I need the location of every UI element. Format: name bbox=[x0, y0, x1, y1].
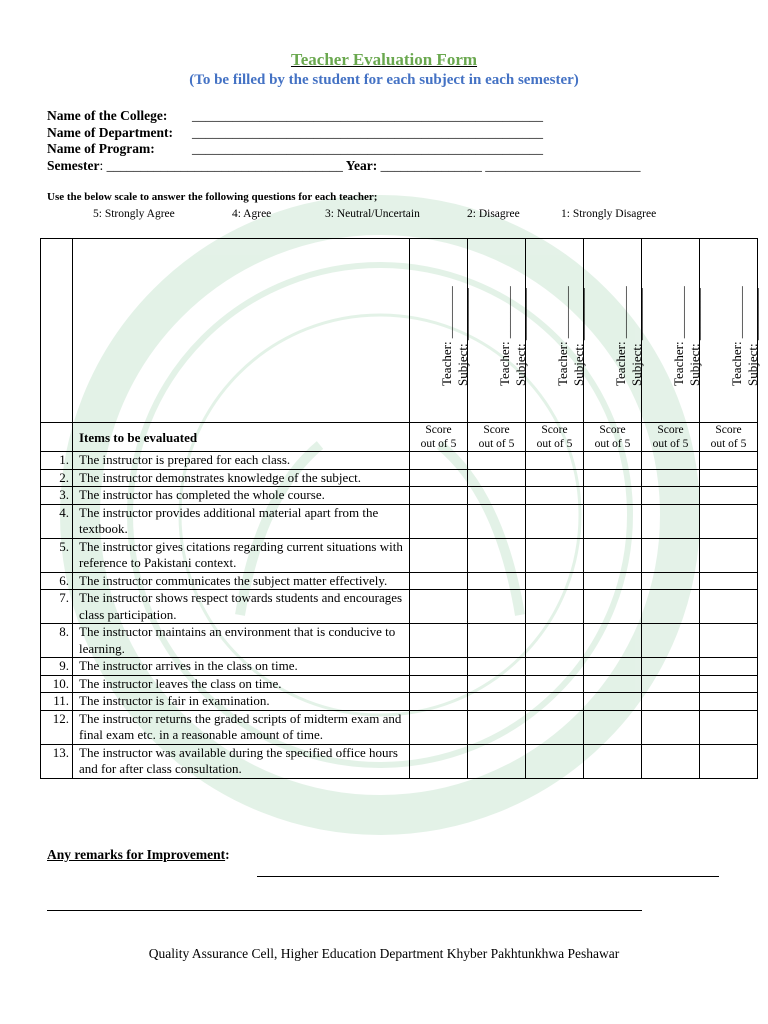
score-header: Score out of 5 bbox=[584, 423, 642, 452]
item-text: The instructor provides additional material apart from the textbook. bbox=[73, 504, 410, 538]
table-row bbox=[41, 504, 758, 538]
department-label: Name of Department: bbox=[47, 124, 173, 140]
score-cell[interactable] bbox=[584, 710, 642, 744]
score-cell[interactable] bbox=[642, 658, 700, 676]
score-cell[interactable] bbox=[410, 710, 468, 744]
semester-label: Semester bbox=[47, 157, 100, 173]
score-cell[interactable] bbox=[642, 693, 700, 711]
semester-row bbox=[47, 158, 640, 175]
teacher-subject-header[interactable]: Teacher: ________ Subject: ________ bbox=[642, 239, 700, 423]
table-row bbox=[41, 469, 758, 487]
table-row bbox=[41, 590, 758, 624]
score-cell[interactable] bbox=[410, 675, 468, 693]
score-cell[interactable] bbox=[410, 693, 468, 711]
score-cell[interactable] bbox=[410, 744, 468, 778]
score-cell[interactable] bbox=[526, 658, 584, 676]
score-cell[interactable] bbox=[526, 710, 584, 744]
program-input-line[interactable]: ____________________________________________________ bbox=[192, 141, 543, 156]
score-cell[interactable] bbox=[410, 469, 468, 487]
score-cell[interactable] bbox=[468, 693, 526, 711]
item-text: The instructor shows respect towards students and encourages class participation. bbox=[73, 590, 410, 624]
table-row bbox=[41, 452, 758, 470]
score-cell[interactable] bbox=[410, 538, 468, 572]
score-cell[interactable] bbox=[410, 590, 468, 624]
college-label: Name of the College: bbox=[47, 108, 168, 123]
score-cell[interactable] bbox=[468, 504, 526, 538]
scale-instruction: Use the below scale to answer the following questions for each teacher; bbox=[47, 191, 378, 203]
item-number: 1. bbox=[41, 452, 73, 470]
score-header: Score out of 5 bbox=[526, 423, 584, 452]
score-cell[interactable] bbox=[642, 538, 700, 572]
footer-text: Quality Assurance Cell, Higher Education Department Khyber Pakhtunkhwa Peshawar bbox=[148, 946, 620, 961]
score-cell[interactable] bbox=[526, 693, 584, 711]
items-header: Items to be evaluated bbox=[73, 423, 410, 452]
score-cell[interactable] bbox=[700, 693, 758, 711]
item-text: The instructor has completed the whole course. bbox=[73, 487, 410, 505]
score-cell[interactable] bbox=[700, 710, 758, 744]
table-header-teacher-row bbox=[41, 239, 758, 423]
score-cell[interactable] bbox=[700, 469, 758, 487]
score-cell[interactable] bbox=[584, 538, 642, 572]
item-number: 4. bbox=[41, 504, 73, 538]
scale-option-4: 4: Agree bbox=[232, 208, 272, 220]
score-cell[interactable] bbox=[410, 504, 468, 538]
evaluation-table bbox=[40, 238, 758, 779]
program-label: Name of Program: bbox=[47, 141, 155, 156]
form-subtitle: (To be filled by the student for each subject in each semester) bbox=[189, 72, 579, 88]
item-number: 8. bbox=[41, 624, 73, 658]
score-cell[interactable] bbox=[410, 658, 468, 676]
item-text: The instructor gives citations regarding current situations with reference to Pakistani context. bbox=[73, 538, 410, 572]
form-title: Teacher Evaluation Form bbox=[290, 50, 478, 69]
remarks-line-1[interactable] bbox=[257, 876, 719, 877]
year-label: Year: bbox=[345, 157, 378, 173]
item-number: 6. bbox=[41, 572, 73, 590]
score-cell[interactable] bbox=[410, 624, 468, 658]
item-number: 12. bbox=[41, 710, 73, 744]
score-cell[interactable] bbox=[410, 452, 468, 470]
item-text: The instructor arrives in the class on time. bbox=[73, 658, 410, 676]
item-text: The instructor demonstrates knowledge of the subject. bbox=[73, 469, 410, 487]
item-text: The instructor is fair in examination. bbox=[73, 693, 410, 711]
score-cell[interactable] bbox=[642, 504, 700, 538]
score-cell[interactable] bbox=[526, 624, 584, 658]
table-row bbox=[41, 693, 758, 711]
score-cell[interactable] bbox=[526, 452, 584, 470]
score-cell[interactable] bbox=[526, 504, 584, 538]
score-cell[interactable] bbox=[410, 487, 468, 505]
college-row bbox=[47, 108, 640, 125]
remarks-line-2[interactable] bbox=[47, 910, 642, 911]
score-cell[interactable] bbox=[526, 744, 584, 778]
info-fields bbox=[47, 108, 640, 174]
item-number: 3. bbox=[41, 487, 73, 505]
score-cell[interactable] bbox=[700, 452, 758, 470]
score-cell[interactable] bbox=[584, 624, 642, 658]
score-cell[interactable] bbox=[700, 675, 758, 693]
score-cell[interactable] bbox=[468, 469, 526, 487]
table-row bbox=[41, 572, 758, 590]
scale-option-2: 2: Disagree bbox=[467, 208, 520, 220]
table-row bbox=[41, 624, 758, 658]
score-header: Score out of 5 bbox=[642, 423, 700, 452]
score-header: Score out of 5 bbox=[468, 423, 526, 452]
item-text: The instructor is prepared for each class. bbox=[73, 452, 410, 470]
score-cell[interactable] bbox=[642, 452, 700, 470]
item-number: 13. bbox=[41, 744, 73, 778]
table-row bbox=[41, 658, 758, 676]
score-cell[interactable] bbox=[584, 590, 642, 624]
score-cell[interactable] bbox=[642, 572, 700, 590]
item-text: The instructor was available during the specified office hours and for after class consultation. bbox=[73, 744, 410, 778]
score-cell[interactable] bbox=[700, 624, 758, 658]
score-cell[interactable] bbox=[642, 624, 700, 658]
score-cell[interactable] bbox=[468, 658, 526, 676]
department-row bbox=[47, 125, 640, 142]
college-input-line[interactable]: ____________________________________________________ bbox=[192, 108, 543, 123]
teacher-subject-header[interactable]: Teacher: ________ Subject: ________ bbox=[468, 239, 526, 423]
table-row bbox=[41, 487, 758, 505]
score-cell[interactable] bbox=[468, 538, 526, 572]
item-number: 2. bbox=[41, 469, 73, 487]
score-cell[interactable] bbox=[642, 710, 700, 744]
score-cell[interactable] bbox=[526, 572, 584, 590]
score-header: Score out of 5 bbox=[410, 423, 468, 452]
score-cell[interactable] bbox=[468, 572, 526, 590]
item-number: 9. bbox=[41, 658, 73, 676]
score-cell[interactable] bbox=[584, 487, 642, 505]
score-cell[interactable] bbox=[468, 624, 526, 658]
score-cell[interactable] bbox=[700, 590, 758, 624]
scale-option-1: 1: Strongly Disagree bbox=[561, 208, 657, 220]
table-row bbox=[41, 675, 758, 693]
score-cell[interactable] bbox=[584, 469, 642, 487]
score-cell[interactable] bbox=[468, 452, 526, 470]
teacher-subject-header[interactable]: Teacher: ________ Subject: ________ bbox=[584, 239, 642, 423]
semester-input-line[interactable]: : ___________________________________ bbox=[99, 157, 343, 173]
score-cell[interactable] bbox=[700, 504, 758, 538]
score-header: Score out of 5 bbox=[700, 423, 758, 452]
teacher-subject-header[interactable]: Teacher: ________ Subject: ________ bbox=[526, 239, 584, 423]
item-number: 5. bbox=[41, 538, 73, 572]
score-cell[interactable] bbox=[642, 487, 700, 505]
score-cell[interactable] bbox=[526, 590, 584, 624]
teacher-subject-header[interactable]: Teacher: ________ Subject: ________ bbox=[700, 239, 758, 423]
score-cell[interactable] bbox=[642, 744, 700, 778]
table-row bbox=[41, 538, 758, 572]
scale-option-3: 3: Neutral/Uncertain bbox=[325, 208, 420, 220]
score-cell[interactable] bbox=[526, 675, 584, 693]
score-cell[interactable] bbox=[584, 744, 642, 778]
item-text: The instructor leaves the class on time. bbox=[73, 675, 410, 693]
score-cell[interactable] bbox=[468, 675, 526, 693]
score-cell[interactable] bbox=[642, 469, 700, 487]
score-cell[interactable] bbox=[468, 487, 526, 505]
item-number: 7. bbox=[41, 590, 73, 624]
table-row bbox=[41, 710, 758, 744]
score-cell[interactable] bbox=[468, 590, 526, 624]
department-input-line[interactable]: ____________________________________________________ bbox=[192, 124, 543, 140]
item-number: 10. bbox=[41, 675, 73, 693]
program-row bbox=[47, 141, 640, 158]
score-cell[interactable] bbox=[468, 710, 526, 744]
table-row bbox=[41, 744, 758, 778]
score-cell[interactable] bbox=[700, 658, 758, 676]
score-cell[interactable] bbox=[584, 504, 642, 538]
remarks-label: Any remarks for Improvement: bbox=[47, 847, 230, 862]
teacher-subject-header[interactable]: Teacher: ________ Subject: ________ bbox=[410, 239, 468, 423]
item-number: 11. bbox=[41, 693, 73, 711]
score-cell[interactable] bbox=[584, 658, 642, 676]
score-cell[interactable] bbox=[700, 744, 758, 778]
score-cell[interactable] bbox=[700, 487, 758, 505]
score-cell[interactable] bbox=[584, 572, 642, 590]
score-cell[interactable] bbox=[526, 538, 584, 572]
score-cell[interactable] bbox=[642, 675, 700, 693]
item-text: The instructor communicates the subject matter effectively. bbox=[73, 572, 410, 590]
item-text: The instructor returns the graded scripts of midterm exam and final exam etc. in a reasonable amount of time. bbox=[73, 710, 410, 744]
scale-option-5: 5: Strongly Agree bbox=[93, 208, 175, 220]
score-cell[interactable] bbox=[410, 572, 468, 590]
item-text: The instructor maintains an environment that is conducive to learning. bbox=[73, 624, 410, 658]
score-cell[interactable] bbox=[584, 452, 642, 470]
score-cell[interactable] bbox=[700, 572, 758, 590]
score-cell[interactable] bbox=[700, 538, 758, 572]
score-cell[interactable] bbox=[642, 590, 700, 624]
score-cell[interactable] bbox=[526, 487, 584, 505]
score-cell[interactable] bbox=[584, 675, 642, 693]
year-input-line[interactable]: _______________ _______________________ bbox=[380, 157, 641, 173]
score-cell[interactable] bbox=[526, 469, 584, 487]
score-cell[interactable] bbox=[584, 693, 642, 711]
score-cell[interactable] bbox=[468, 744, 526, 778]
table-header-score-row bbox=[41, 423, 758, 452]
